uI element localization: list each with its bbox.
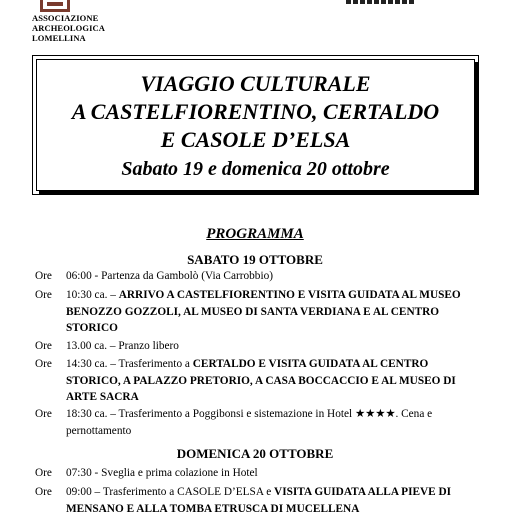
day-title-sunday: DOMENICA 20 OTTOBRE: [176, 446, 334, 461]
ore-label: Ore: [35, 358, 52, 370]
title-line-1: VIAGGIO CULTURALE: [140, 71, 371, 96]
ore-label: Ore: [35, 467, 52, 479]
item-text: 06:00 - Partenza da Gambolò (Via Carrobbio): [66, 270, 273, 282]
schedule-item: [35, 406, 475, 439]
ore-label: Ore: [35, 270, 52, 282]
ore-label: Ore: [35, 289, 52, 301]
title-line-3: E CASOLE D’ELSA: [160, 127, 351, 152]
title-box-inner: [36, 59, 475, 191]
day-title-saturday: SABATO 19 OTTOBRE: [187, 252, 323, 267]
ore-label: Ore: [35, 408, 52, 420]
association-logo: [40, 0, 70, 12]
item-text: 14:30 ca. – Trasferimento a: [66, 358, 193, 370]
schedule-item: [35, 484, 475, 517]
organization-name: [32, 13, 105, 43]
item-text: 09:00 – Trasferimento a CASOLE D’ELSA e: [66, 486, 275, 498]
ore-label: Ore: [35, 340, 52, 352]
item-text: 13.00 ca. – Pranzo libero: [66, 340, 179, 352]
title-box: [32, 55, 479, 195]
item-highlight: VISITA GUIDATA ALLA PIEVE DI MENSANO E ALLA TOMBA ETRUSCA DI MUCELLENA: [66, 486, 452, 515]
item-text: 07:30 - Sveglia e prima colazione in Hotel: [66, 467, 258, 479]
item-text: 18:30 ca. – Trasferimento a Poggibonsi e sistemazione in Hotel ★★★★. Cena e pernottamento: [66, 408, 433, 437]
schedule-item: [35, 338, 475, 355]
item-text: 10:30 ca. –: [66, 289, 119, 301]
schedule-item: [35, 268, 475, 285]
org-line-1: ASSOCIAZIONE: [32, 13, 99, 23]
programma-heading: PROGRAMMA: [206, 226, 304, 242]
title-dates: Sabato 19 e domenica 20 ottobre: [121, 158, 390, 180]
org-line-2: ARCHEOLOGICA: [32, 23, 105, 33]
title-line-2: A CASTELFIORENTINO, CERTALDO: [71, 99, 440, 124]
schedule-item: [35, 287, 475, 337]
schedule-item: [35, 356, 475, 406]
header-graphic: [346, 0, 414, 4]
schedule-item: [35, 465, 475, 482]
item-highlight: ARRIVO A CASTELFIORENTINO E VISITA GUIDATA AL MUSEO BENOZZO GOZZOLI, AL MUSEO DI SANTA VERDIANA E AL CENTRO STORICO: [66, 289, 461, 334]
org-line-3: LOMELLINA: [32, 33, 86, 43]
item-highlight: CERTALDO E VISITA GUIDATA AL CENTRO STORICO, A PALAZZO PRETORIO, A CASA BOCCACCIO E AL MUSEO DI ARTE SACRA: [66, 358, 456, 403]
ore-label: Ore: [35, 486, 52, 498]
